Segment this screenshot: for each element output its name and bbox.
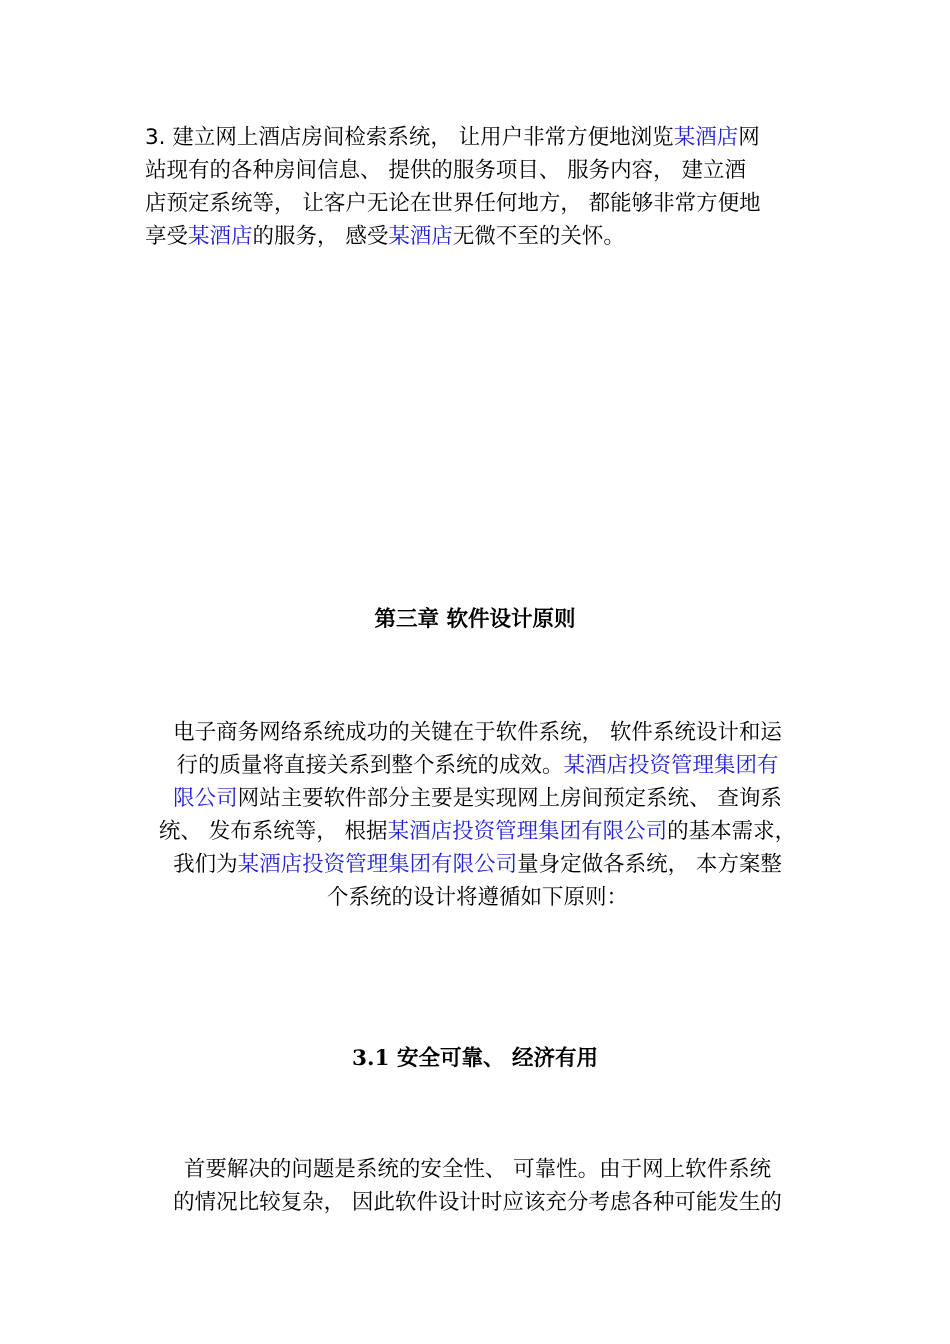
paragraph-room-search xyxy=(145,121,810,253)
text-line xyxy=(145,815,810,848)
text-line xyxy=(145,1186,810,1219)
company-name-link[interactable]: 某酒店 xyxy=(673,125,739,150)
text-segment: 的情况比较复杂， 因此软件设计时应该充分考虑各种可能发生的 xyxy=(173,1190,782,1215)
text-line xyxy=(145,881,810,914)
text-segment: 享受 xyxy=(145,224,189,249)
text-line xyxy=(145,121,810,154)
text-line xyxy=(145,1153,810,1186)
text-segment: 个系统的设计将遵循如下原则： xyxy=(326,885,628,910)
text-segment: 行的质量将直接关系到整个系统的成效。 xyxy=(176,753,564,778)
text-line xyxy=(145,220,810,253)
company-name-link[interactable]: 某酒店 xyxy=(188,224,253,249)
section-number: 3.1 xyxy=(352,1046,390,1071)
company-name-link[interactable]: 某酒店投资管理集团有 xyxy=(563,753,779,778)
text-segment: 电子商务网络系统成功的关键在于软件系统， 软件系统设计和运 xyxy=(173,720,782,745)
chapter-heading: 第三章 软件设计原则 xyxy=(374,607,576,632)
text-line xyxy=(145,716,810,749)
paragraph-design-principles xyxy=(145,716,810,914)
company-name-link[interactable]: 某酒店 xyxy=(388,224,453,249)
text-segment: 的基本需求， xyxy=(667,819,797,844)
company-name-link[interactable]: 限公司 xyxy=(173,786,238,811)
section-heading xyxy=(0,1044,950,1074)
text-line xyxy=(145,187,810,220)
section-title: 安全可靠、 经济有用 xyxy=(396,1046,598,1071)
text-segment: 我们为 xyxy=(173,852,238,877)
text-segment: 量身定做各系统， 本方案整 xyxy=(517,852,782,877)
text-segment: 3. 建立网上酒店房间检索系统， 让用户非常方便地浏览 xyxy=(145,125,674,150)
text-segment: 站现有的各种房间信息、 提供的服务项目、 服务内容， 建立酒 xyxy=(145,158,747,183)
text-segment: 店预定系统等， 让客户无论在世界任何地方， 都能够非常方便地 xyxy=(145,191,761,216)
text-segment: 的服务， 感受 xyxy=(252,224,389,249)
text-segment: 首要解决的问题是系统的安全性、 可靠性。由于网上软件系统 xyxy=(183,1157,772,1182)
text-line xyxy=(145,782,810,815)
paragraph-security xyxy=(145,1153,810,1219)
text-line xyxy=(145,154,810,187)
text-line xyxy=(145,848,810,881)
company-name-link[interactable]: 某酒店投资管理集团有限公司 xyxy=(237,852,518,877)
text-line xyxy=(145,749,810,782)
text-segment: 网 xyxy=(738,125,760,150)
text-segment: 统、 发布系统等， 根据 xyxy=(158,819,388,844)
text-segment: 网站主要软件部分主要是实现网上房间预定系统、 查询系 xyxy=(237,786,782,811)
company-name-link[interactable]: 某酒店投资管理集团有限公司 xyxy=(387,819,668,844)
text-segment: 无微不至的关怀。 xyxy=(452,224,625,249)
